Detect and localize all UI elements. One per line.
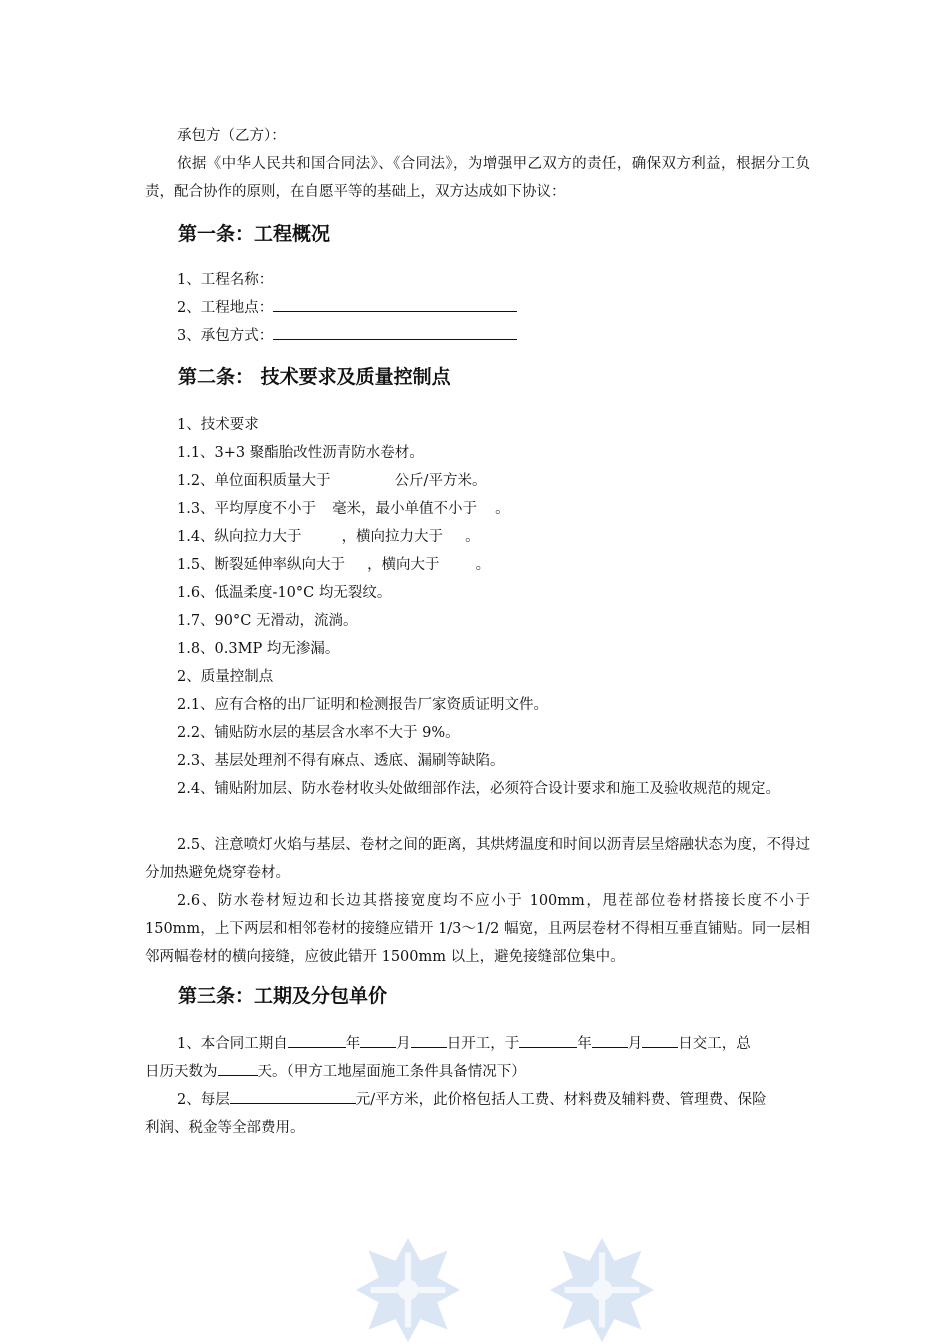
tech-item-1-5	[145, 551, 810, 579]
tech-item-1-6: 1.6、低温柔度-10°C 均无裂纹。	[177, 585, 392, 601]
snowflake-watermark-left	[356, 1238, 460, 1342]
end-year-blank	[519, 1031, 577, 1048]
tech-requirements-heading: 1、技术要求	[177, 417, 259, 433]
tech-item-1-4-mid: ，横向拉力大于	[341, 529, 444, 545]
article-2-heading: 第二条： 技术要求及质量控制点	[178, 366, 451, 388]
start-month-blank	[360, 1031, 396, 1048]
start-year-label: 年	[345, 1036, 361, 1052]
contract-method-line	[145, 322, 810, 350]
price-label: 2、每层	[177, 1092, 230, 1108]
price-line-2: 利润、税金等全部费用。	[145, 1120, 305, 1136]
tech-item-1-4	[145, 523, 810, 551]
quality-item-2-2: 2.2、铺贴防水层的基层含水率不大于 9%。	[177, 725, 460, 741]
snowflake-watermark-right	[550, 1238, 654, 1342]
tech-item-1-7: 1.7、90°C 无滑动，流淌。	[177, 613, 358, 629]
quality-item-2-1: 2.1、应有合格的出厂证明和检测报告厂家资质证明文件。	[177, 697, 549, 713]
project-name-line: 1、工程名称：	[177, 272, 274, 288]
tech-item-1-5-end: 。	[475, 557, 491, 573]
quality-control-heading: 2、质量控制点	[177, 669, 274, 685]
schedule-start-label: 1、本合同工期自	[177, 1036, 288, 1052]
schedule-line-2	[145, 1058, 810, 1086]
end-day-blank	[642, 1031, 678, 1048]
price-blank	[230, 1087, 356, 1104]
tech-item-1-3-label: 1.3、平均厚度不小于	[177, 501, 317, 517]
project-location-line	[145, 294, 810, 322]
quality-item-2-5: 2.5、注意喷灯火焰与基层、卷材之间的距离，其烘烤温度和时间以沥青层呈熔融状态为度，不得过分加热避免烧穿卷材。	[145, 837, 810, 881]
tech-item-1-1: 1.1、3+3 聚酯胎改性沥青防水卷材。	[177, 445, 424, 461]
quality-item-2-3: 2.3、基层处理剂不得有麻点、透底、漏刷等缺陷。	[177, 753, 505, 769]
contract-method-blank	[273, 323, 517, 340]
tech-item-1-5-label: 1.5、断裂延伸率纵向大于	[177, 557, 346, 573]
tech-item-1-2	[145, 467, 810, 495]
tech-item-1-4-end: 。	[465, 529, 480, 545]
party-b-line: 承包方（乙方）：	[177, 128, 286, 144]
schedule-line-1	[145, 1030, 810, 1058]
quality-item-2-4: 2.4、铺贴附加层、防水卷材收头处做细部作法，必须符合设计要求和施工及验收规范的规定。	[177, 781, 781, 797]
start-day-label: 日开工，于	[446, 1036, 520, 1052]
contract-method-label: 3、承包方式：	[177, 328, 274, 344]
tech-item-1-2-label: 1.2、单位面积质量大于	[177, 473, 331, 489]
end-year-label: 年	[577, 1036, 592, 1052]
tech-item-1-4-label: 1.4、纵向拉力大于	[177, 529, 302, 545]
tech-item-1-3-mid: 毫米，最小单值不小于	[332, 501, 478, 517]
project-location-blank	[273, 295, 517, 312]
price-includes: 元/平方米，此价格包括人工费、材料费及辅料费、管理费、保险	[355, 1092, 767, 1108]
price-line-1	[145, 1086, 810, 1114]
article-1-heading: 第一条：工程概况	[178, 223, 331, 245]
start-day-blank	[411, 1031, 447, 1048]
tech-item-1-3	[145, 495, 810, 523]
quality-item-2-6: 2.6、防水卷材短边和长边其搭接宽度均不应小于 100mm，甩茬部位卷材搭接长度不小于 150mm，上下两层和相邻卷材的接缝应错开 1/3～1/2 幅宽，且两层卷材不得相互垂直铺贴。同一层相邻两幅卷材的横向接缝，应彼此错开 1500mm 以上，避免接缝部位集中。	[145, 893, 810, 965]
start-year-blank	[288, 1031, 346, 1048]
tech-item-1-5-mid: ，横向大于	[367, 557, 440, 573]
tech-item-1-8: 1.8、0.3MP 均无渗漏。	[177, 641, 340, 657]
total-days-label: 日历天数为	[145, 1064, 218, 1080]
contract-basis-paragraph: 依据《中华人民共和国合同法》、《合同法》，为增强甲乙双方的责任，确保双方利益，根据分工负责，配合协作的原则，在自愿平等的基础上，双方达成如下协议：	[145, 156, 810, 200]
total-days-blank	[218, 1059, 258, 1076]
article-3-heading: 第三条：工期及分包单价	[178, 985, 388, 1007]
end-month-blank	[592, 1031, 628, 1048]
tech-item-1-2-unit: 公斤/平方米。	[394, 473, 487, 489]
tech-item-1-3-end: 。	[495, 501, 510, 517]
start-month-label: 月	[396, 1036, 411, 1052]
project-location-label: 2、工程地点：	[177, 300, 274, 316]
end-month-label: 月	[627, 1036, 643, 1052]
total-days-note: 天。（甲方工地屋面施工条件具备情况下）	[257, 1064, 526, 1080]
end-day-label: 日交工，总	[678, 1036, 751, 1052]
